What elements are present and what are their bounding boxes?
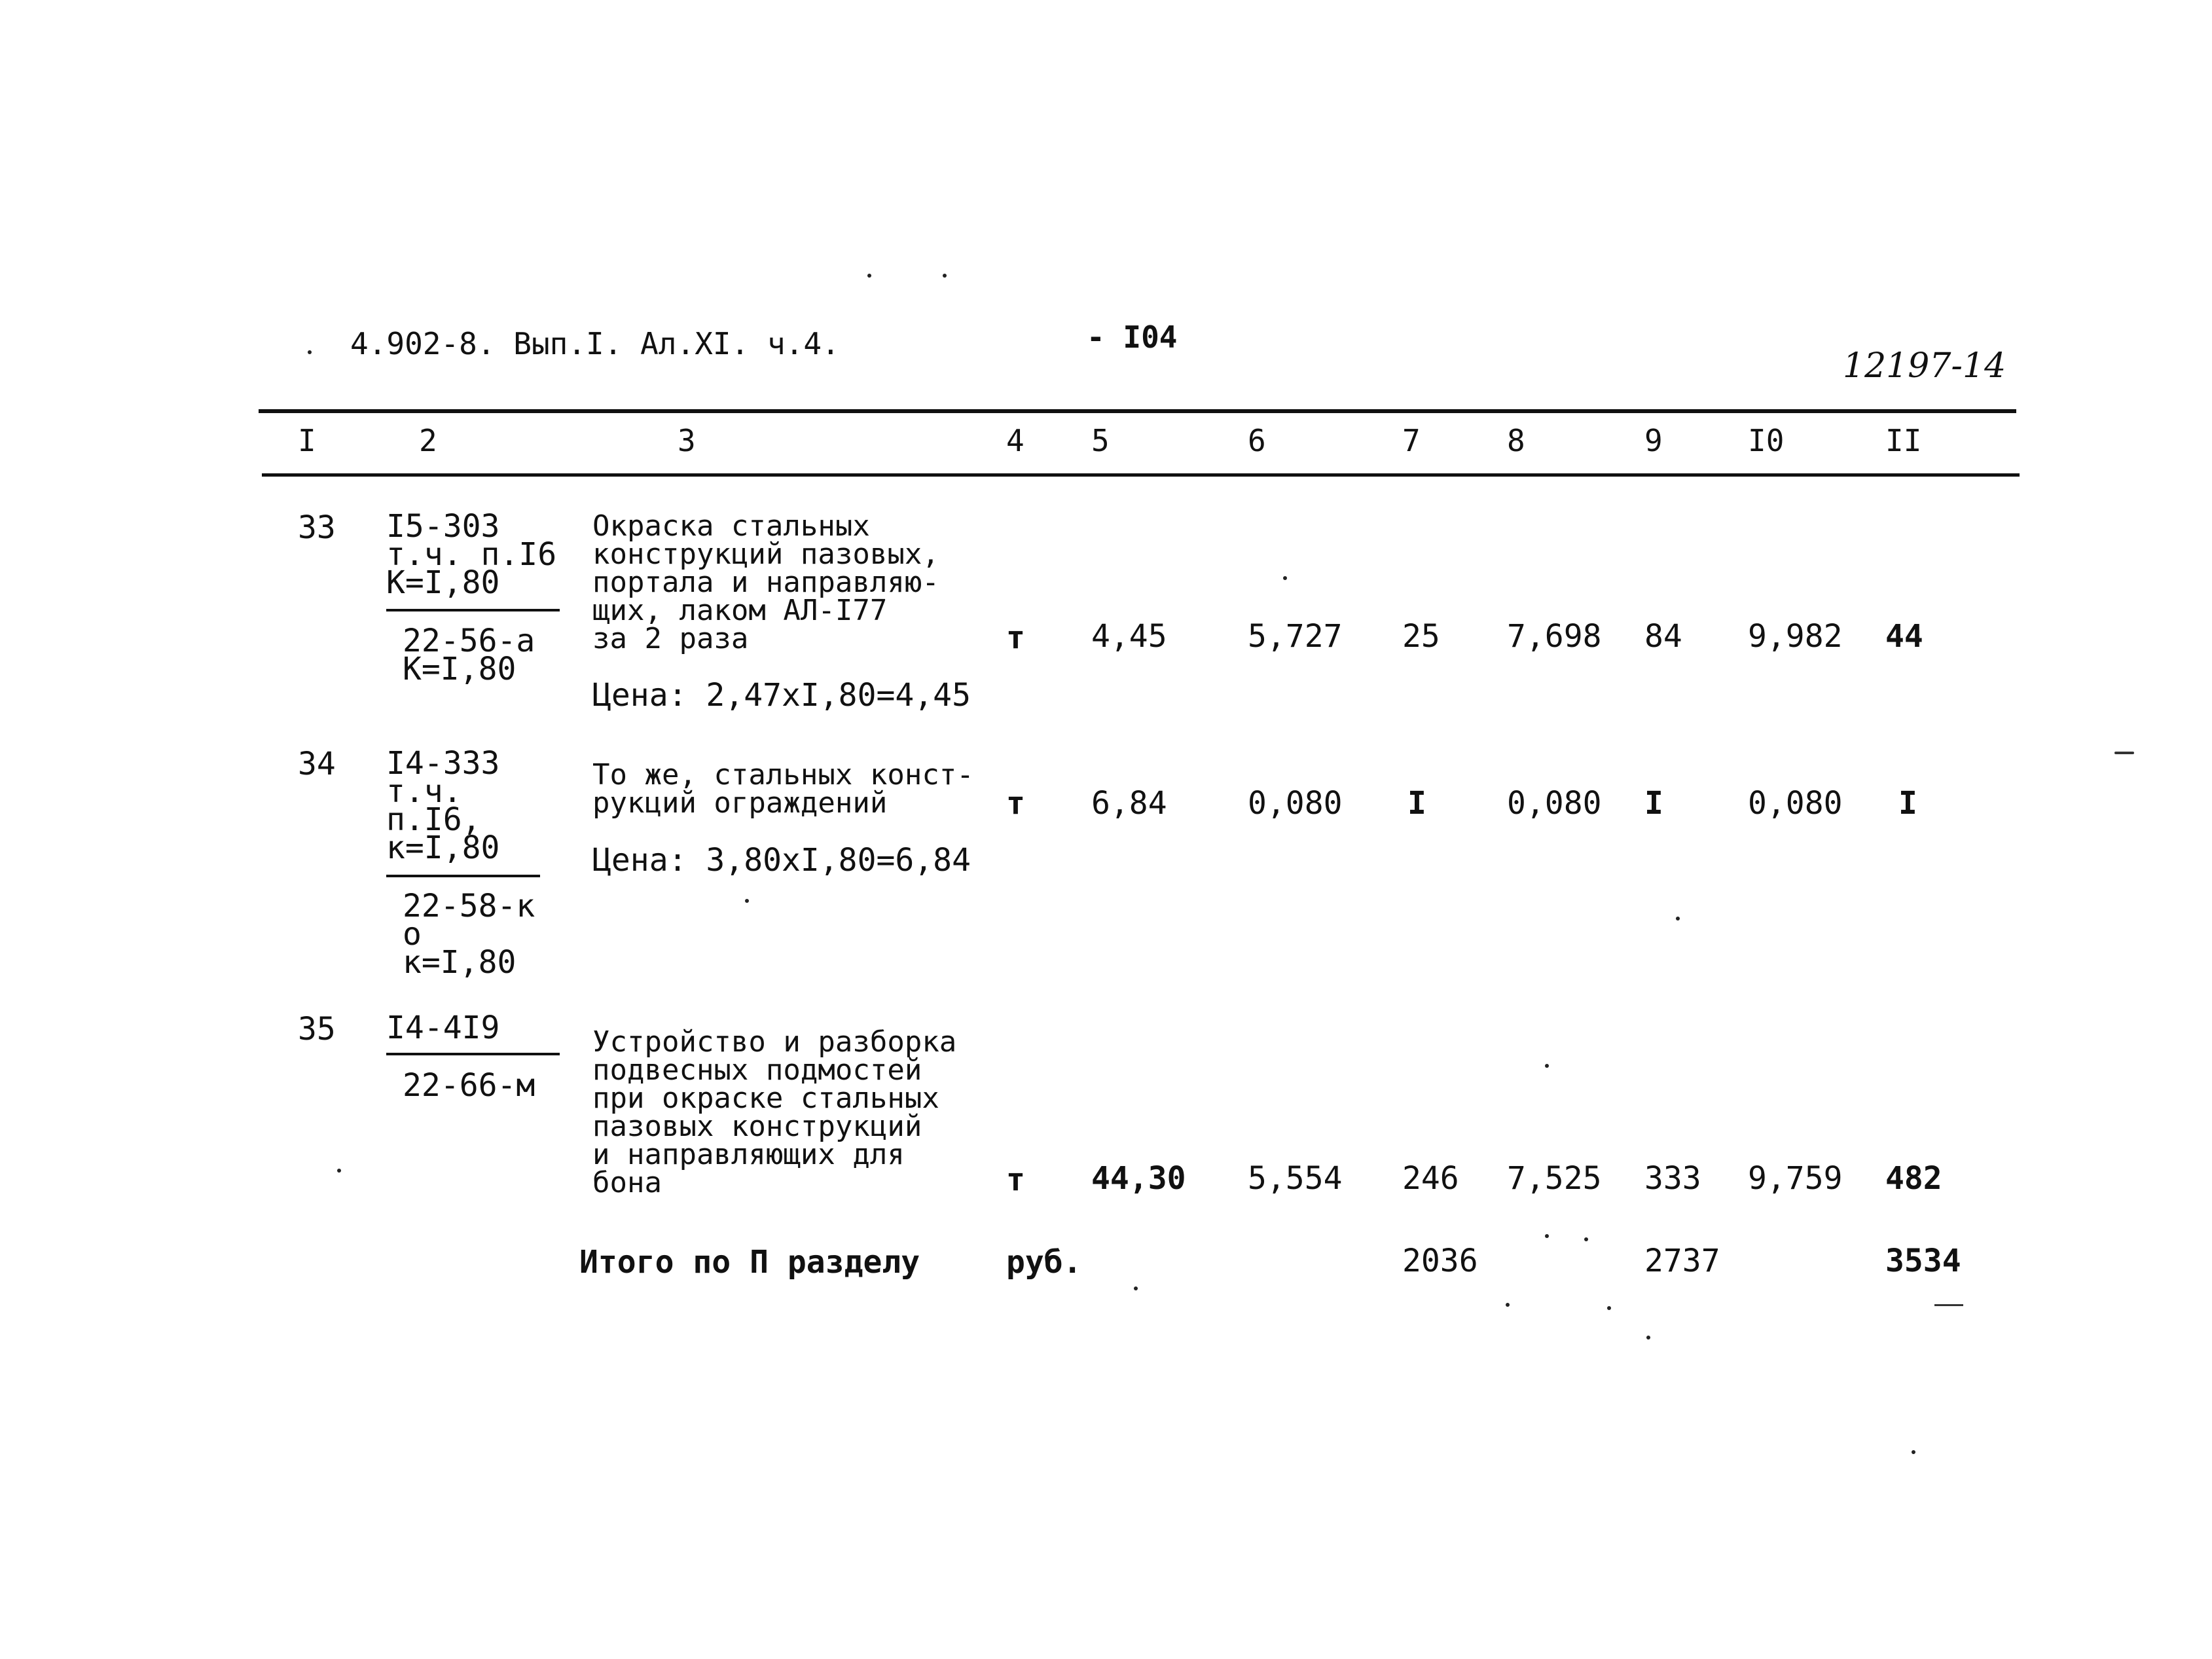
unit: т bbox=[1006, 1161, 1025, 1198]
unit: т bbox=[1006, 785, 1025, 822]
scan-speck bbox=[1134, 1286, 1138, 1290]
description-line: при окраске стальных bbox=[592, 1082, 939, 1115]
rate-code: I4-4I9 bbox=[386, 1010, 500, 1046]
scan-speck bbox=[337, 1169, 341, 1173]
value-col6: 5,554 bbox=[1248, 1160, 1343, 1197]
description-line: подвесных подмостей bbox=[592, 1053, 922, 1087]
value-col9: 333 bbox=[1644, 1160, 1701, 1197]
column-header-10: I0 bbox=[1748, 423, 1785, 458]
column-header-9: 9 bbox=[1644, 423, 1663, 458]
column-header-2: 2 bbox=[419, 423, 437, 458]
scan-speck bbox=[308, 350, 312, 354]
description-line: и направляющих для bbox=[592, 1138, 905, 1171]
description-line: щих, лаком АЛ-I77 bbox=[592, 594, 888, 627]
scan-mark bbox=[2114, 752, 2134, 754]
fraction-line bbox=[386, 609, 560, 611]
description-line: Окраска стальных bbox=[592, 509, 870, 543]
rate-code-coefficient: K=I,80 bbox=[386, 564, 500, 601]
scan-speck bbox=[1912, 1450, 1915, 1454]
rate-code: I5-303 bbox=[386, 508, 500, 545]
value-col8: 7,698 bbox=[1507, 618, 1602, 655]
value-col8: 0,080 bbox=[1507, 785, 1602, 822]
scan-speck bbox=[867, 274, 871, 278]
work-description bbox=[592, 1025, 957, 1199]
value-col10: 9,759 bbox=[1748, 1160, 1843, 1197]
rate-code-line: т.ч. bbox=[386, 773, 462, 810]
work-description bbox=[592, 758, 974, 820]
scan-speck bbox=[943, 274, 947, 278]
total-col9: 2737 bbox=[1644, 1243, 1720, 1279]
column-header-7: 7 bbox=[1402, 423, 1421, 458]
value-col7: I bbox=[1407, 785, 1426, 822]
value-col10: 0,080 bbox=[1748, 785, 1843, 822]
value-col10: 9,982 bbox=[1748, 618, 1843, 655]
description-line: То же, стальных конст- bbox=[592, 758, 974, 792]
column-header-5: 5 bbox=[1091, 423, 1110, 458]
value-col5: 6,84 bbox=[1091, 785, 1167, 822]
price-list-coefficient: к=I,80 bbox=[403, 944, 517, 981]
rate-code-line: т.ч. п.I6 bbox=[386, 536, 557, 573]
value-col7: 246 bbox=[1402, 1160, 1459, 1197]
scan-speck bbox=[1676, 917, 1680, 921]
total-unit: руб. bbox=[1006, 1244, 1082, 1281]
description-line: за 2 раза bbox=[592, 622, 749, 655]
scan-speck bbox=[1545, 1064, 1549, 1068]
rate-code-line: п.I6, bbox=[386, 801, 481, 838]
value-col6: 0,080 bbox=[1248, 785, 1343, 822]
table-top-rule bbox=[259, 409, 2016, 413]
price-formula: Цена: 3,80хI,80=6,84 bbox=[592, 842, 971, 879]
description-line: Устройство и разборка bbox=[592, 1025, 957, 1059]
rate-code: I4-333 bbox=[386, 745, 500, 782]
row-number: 34 bbox=[298, 746, 336, 782]
price-list-code-line: о bbox=[403, 916, 422, 953]
description-line: конструкций пазовых, bbox=[592, 538, 939, 571]
scan-speck bbox=[1506, 1303, 1510, 1307]
price-list-code: 22-58-к bbox=[403, 888, 535, 924]
price-list-code: 22-56-а bbox=[403, 623, 535, 659]
value-col5: 4,45 bbox=[1091, 618, 1167, 655]
scan-mark bbox=[1934, 1304, 1963, 1306]
total-col11: 3534 bbox=[1885, 1243, 1961, 1279]
fraction-line bbox=[386, 1053, 560, 1055]
description-line: пазовых конструкций bbox=[592, 1110, 922, 1143]
fraction-line bbox=[386, 875, 540, 877]
description-line: рукций ограждений bbox=[592, 786, 888, 820]
description-line: портала и направляю- bbox=[592, 566, 939, 599]
unit: т bbox=[1006, 619, 1025, 656]
scan-speck bbox=[1607, 1306, 1611, 1310]
row-number: 35 bbox=[298, 1011, 336, 1048]
row-number: 33 bbox=[298, 509, 336, 546]
scan-speck bbox=[1283, 576, 1287, 580]
column-header-3: 3 bbox=[678, 423, 696, 458]
price-list-code: 22-66-м bbox=[403, 1067, 535, 1104]
work-description bbox=[592, 509, 939, 655]
total-label: Итого по П разделу bbox=[579, 1244, 920, 1281]
scan-speck bbox=[1646, 1336, 1650, 1340]
column-header-1: I bbox=[298, 423, 316, 458]
value-col8: 7,525 bbox=[1507, 1160, 1602, 1197]
value-col9: I bbox=[1644, 785, 1663, 822]
scan-speck bbox=[745, 899, 749, 903]
column-header-11: II bbox=[1885, 423, 1922, 458]
value-col9: 84 bbox=[1644, 618, 1682, 655]
value-col6: 5,727 bbox=[1248, 618, 1343, 655]
value-col5: 44,30 bbox=[1091, 1160, 1186, 1197]
description-line: бона bbox=[592, 1166, 662, 1199]
scan-speck bbox=[1584, 1237, 1588, 1241]
column-header-8: 8 bbox=[1507, 423, 1525, 458]
column-header-6: 6 bbox=[1248, 423, 1266, 458]
column-header-4: 4 bbox=[1006, 423, 1024, 458]
document-code: 4.902-8. Вып.I. Ал.XI. ч.4. bbox=[350, 326, 840, 361]
scan-speck bbox=[1545, 1234, 1549, 1238]
inventory-number: 12197-14 bbox=[1843, 346, 2006, 386]
page-number: - I04 bbox=[1087, 319, 1178, 355]
value-col11: 482 bbox=[1885, 1160, 1942, 1197]
rate-code-coefficient: к=I,80 bbox=[386, 830, 500, 866]
value-col11: I bbox=[1898, 785, 1917, 822]
price-formula: Цена: 2,47хI,80=4,45 bbox=[592, 677, 971, 714]
price-list-coefficient: K=I,80 bbox=[403, 651, 517, 687]
total-col7: 2036 bbox=[1402, 1243, 1478, 1279]
value-col11: 44 bbox=[1885, 618, 1923, 655]
value-col7: 25 bbox=[1402, 618, 1440, 655]
table-header-rule bbox=[262, 473, 2020, 477]
